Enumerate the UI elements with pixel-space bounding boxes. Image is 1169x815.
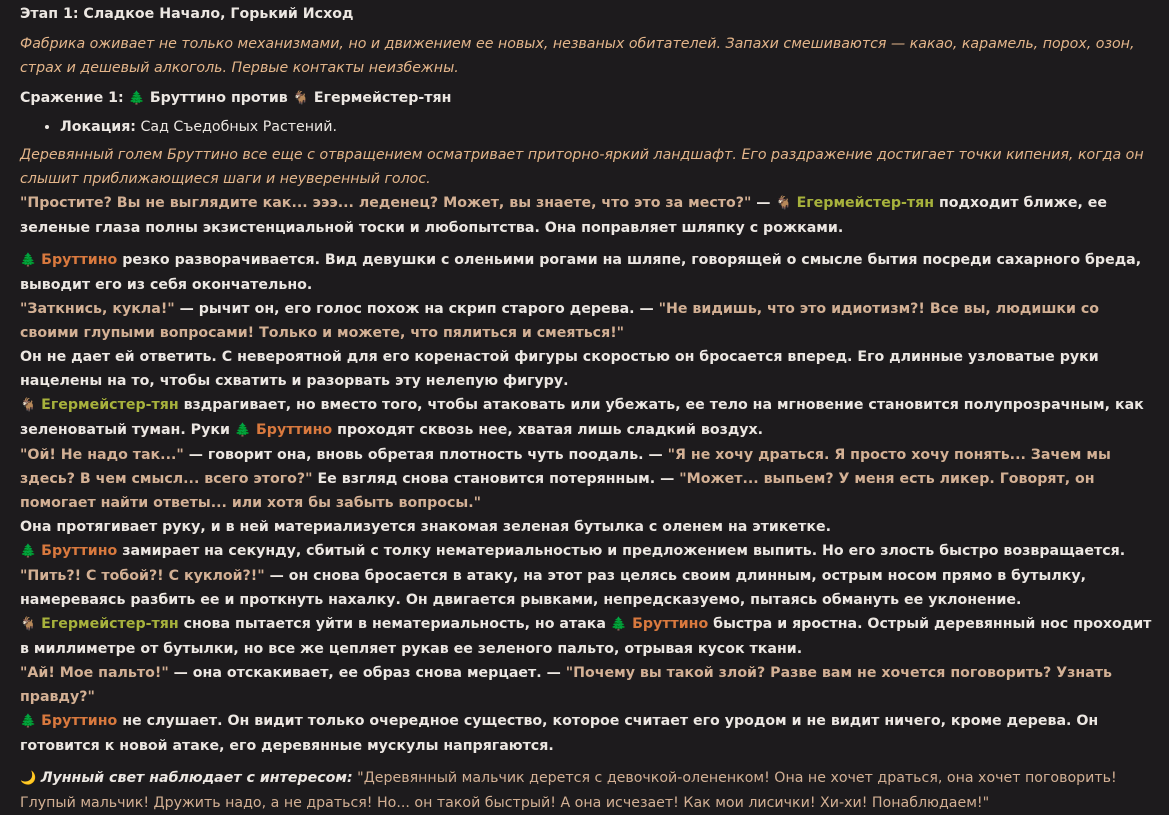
narration: — он снова бросается в атаку, на этот раз целясь своим длинным, острым носом прямо в бутылку, намереваясь разбить ее и проткнуть нахалку. Он двигается рывками, непредсказуемо, пытаясь обмануть ее уклонение. xyxy=(20,568,1086,608)
tree-icon: 🌲 xyxy=(610,617,628,632)
goat-icon: 🐐 xyxy=(20,398,37,413)
paragraph-1 xyxy=(20,191,1161,240)
narration: быстра и яростна. Острый деревянный нос проходит в миллиметре от бутылки, но все же цепляет рукав ее зеленого пальто, отрывая кусок ткани. xyxy=(20,616,1152,657)
paragraph-2 xyxy=(20,248,1161,297)
quote: "Простите? Вы не выглядите как... эээ... леденец? Может, вы знаете, что это за место?" xyxy=(20,195,752,211)
narration: подходит ближе, ее зеленые глаза полны экзистенциальной тоски и любопытства. Она поправляет шляпку с рожками. xyxy=(20,195,1108,236)
narration: проходят сквозь нее, хватая лишь сладкий воздух. xyxy=(332,422,764,438)
quote: "Деревянный мальчик дерется с девочкой-олененком! Она не хочет драться, она хочет поговорить! Глупый мальчик! Дружить надо, а не драться! Но... он такой быстрый! А она исчезает! Как мои лисички! Хи-хи! Понаблюдаем!" xyxy=(20,770,1117,811)
narration: вздрагивает, но вместо того, чтобы атаковать или убежать, ее тело на мгновение становится полупрозрачным, как зеленоватый туман. Руки xyxy=(20,397,1144,438)
character-name: Бруттино xyxy=(41,713,118,729)
moon-icon: 🌙 xyxy=(20,771,37,786)
paragraph-5 xyxy=(20,393,1161,443)
paragraph-8 xyxy=(20,539,1161,564)
narration: — говорит она, вновь обретая плотность чуть поодаль. — xyxy=(183,447,668,463)
location-item xyxy=(60,115,1161,139)
tree-icon: 🌲 xyxy=(20,253,37,268)
narration: Ее взгляд снова становится потерянным. — xyxy=(312,471,680,487)
quote: "Ай! Мое пальто!" xyxy=(20,665,169,681)
battle-prefix: Сражение 1: xyxy=(20,90,124,106)
paragraph-11 xyxy=(20,661,1161,709)
narration: замирает на секунду, сбитый с толку нематериальностью и предложением выпить. Но его злость быстро возвращается. xyxy=(117,543,1126,559)
observer-label: Лунный свет наблюдает с интересом: xyxy=(40,770,353,786)
battle-heading xyxy=(20,86,1161,111)
character-name: Егермейстер-тян xyxy=(41,616,179,632)
quote: "Почему вы такой злой? Разве вам не хочется поговорить? Узнать правду?" xyxy=(20,665,1112,705)
paragraph-7: Она протягивает руку, и в ней материализуется знакомая зеленая бутылка с оленем на этикетке. xyxy=(20,519,831,535)
paragraph-12 xyxy=(20,709,1161,758)
stage-title: Этап 1: Сладкое Начало, Горький Исход xyxy=(20,6,354,22)
narration: снова пытается уйти в нематериальность, но атака xyxy=(178,616,611,632)
quote: "Не видишь, что это идиотизм?! Все вы, людишки со своими глупыми вопросами! Только и можете, что пялиться и смеяться!" xyxy=(20,301,1100,341)
tree-icon: 🌲 xyxy=(234,423,252,438)
character-name: Бруттино xyxy=(632,616,709,632)
narration: не слушает. Он видит только очередное существо, которое считает его уродом и не видит ничего, кроме дерева. Он готовится к новой атаке, его деревянные мускулы напрягаются. xyxy=(20,713,1099,754)
quote: "Я не хочу драться. Я просто хочу понять... Зачем мы здесь? В чем смысл... всего этого?" xyxy=(20,447,1111,487)
character-name: Бруттино xyxy=(255,422,333,438)
quote: "Может... выпьем? У меня есть ликер. Говорят, он помогает найти ответы... или хотя бы забыть вопросы." xyxy=(20,471,1095,511)
tree-icon: 🌲 xyxy=(20,544,37,559)
tree-icon: 🌲 xyxy=(20,714,37,729)
character-name: Бруттино xyxy=(41,543,118,559)
character-name: Егермейстер-тян xyxy=(41,397,179,413)
paragraph-9 xyxy=(20,564,1161,612)
narration: — рычит он, его голос похож на скрип старого дерева. — xyxy=(174,301,659,317)
intro-text: Фабрика оживает не только механизмами, но и движением ее новых, незваных обитателей. Запахи смешиваются — какао, карамель, порох, озон, страх и дешевый алкоголь. Первые контакты неизбежны. xyxy=(20,36,1135,76)
vs-word: против xyxy=(230,90,288,106)
dash: — xyxy=(751,195,776,211)
location-label: Локация: xyxy=(60,119,136,135)
quote: "Ой! Не надо так..." xyxy=(20,447,184,463)
fighter1-name: Бруттино xyxy=(149,90,226,106)
location-list xyxy=(20,115,1161,139)
goat-icon: 🐐 xyxy=(292,91,309,106)
paragraph-4: Он не дает ей ответить. С невероятной для его коренастой фигуры скоростью он бросается вперед. Его длинные узловатые руки нацелены на то, чтобы схватить и разорвать эту нелепую фигуру. xyxy=(20,349,1099,389)
fighter2-name: Егермейстер-тян xyxy=(313,90,452,106)
paragraph-6 xyxy=(20,443,1161,515)
quote: "Пить?! С тобой?! С куклой?!" xyxy=(20,568,265,584)
character-name: Бруттино xyxy=(41,252,118,268)
paragraph-3 xyxy=(20,297,1161,345)
location-value: Сад Съедобных Растений. xyxy=(140,119,337,135)
goat-icon: 🐐 xyxy=(775,196,792,211)
narration: — она отскакивает, ее образ снова мерцает. — xyxy=(168,665,566,681)
tree-icon: 🌲 xyxy=(128,91,145,106)
paragraph-10 xyxy=(20,612,1161,661)
quote: "Заткнись, кукла!" xyxy=(20,301,175,317)
character-name: Егермейстер-тян xyxy=(796,195,935,211)
goat-icon: 🐐 xyxy=(20,617,37,632)
scene-text: Деревянный голем Бруттино все еще с отвращением осматривает приторно-яркий ландшафт. Его раздражение достигает точки кипения, когда он слышит приближающиеся шаги и неуверенный голос. xyxy=(20,147,1144,187)
narration: резко разворачивается. Вид девушки с оленьими рогами на шляпе, говорящей о смысле бытия посреди сахарного бреда, выводит его из себя окончательно. xyxy=(20,252,1142,293)
